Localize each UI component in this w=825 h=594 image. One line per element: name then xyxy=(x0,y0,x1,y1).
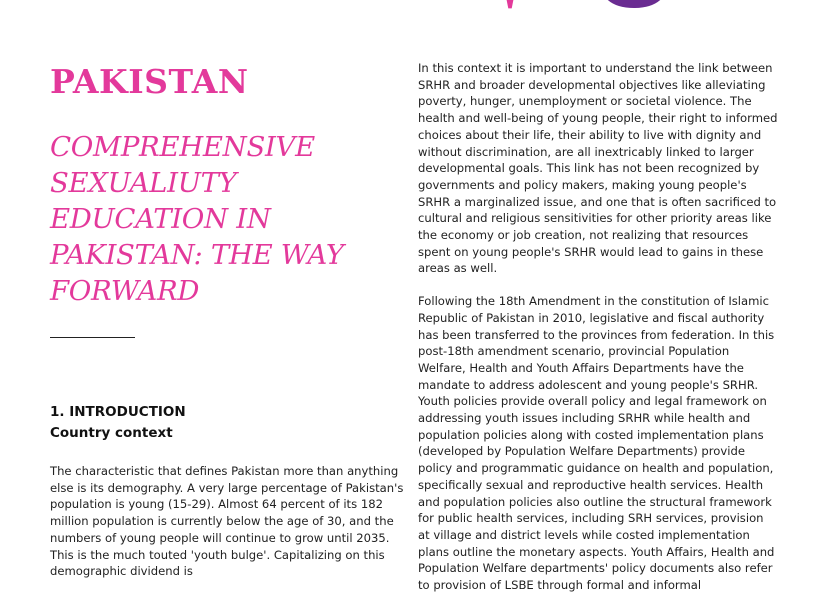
title-divider xyxy=(50,337,135,338)
amendment-paragraph: Following the 18th Amendment in the constitution of Islamic Republic of Pakistan in 2010, legislative and fiscal authority has been transferred to the provinces from federation. In this post-18th amendment scenario, provincial Population Welfare, Health and Youth Affairs Departments have the mandate to address adolescent and young people's SRHR. Youth policies provide overall policy and legal framework on addressing youth issues including SRHR while health and population policies along with costed implementation plans (developed by Population Welfare Departments) provide policy and programmatic guidance on health and population, specifically sexual and reproductive health services. Health and population policies also outline the structural framework for public health services, including SRH services, provision at village and district levels while costed implementation plans outline the monetary aspects. Youth Affairs, Health and Population Welfare departments' policy documents also refer to provision of LSBE through formal and informal xyxy=(418,294,775,593)
logo-purple-shape xyxy=(598,0,670,8)
organization-logo-icon xyxy=(498,0,698,10)
sub-heading: Country context xyxy=(50,425,173,441)
section-heading: 1. INTRODUCTION xyxy=(50,404,186,420)
intro-paragraph: The characteristic that defines Pakistan more than anything else is its demography. A very large percentage of Pakistan's population is young (15-29). Almost 64 percent of its 182 million population is currently below the age of 30, and the numbers of young people will continue to grow until 2035. This is the much touted 'youth bulge'. Capitalizing on this demographic dividend is xyxy=(50,464,404,579)
context-paragraph: In this context it is important to understand the link between SRHR and broader developmental objectives like alleviating poverty, hunger, unemployment or societal violence. The health and well-being of young people, their right to informed choices about their life, their ability to live with dignity and without discrimination, are all inextricably linked to larger developmental goals. This link has not been recognized by governments and policy makers, making young people's SRHR a marginalized issue, and one that is often sacrificed to cultural and religious sensitivities for other priority areas like the economy or job creation, not realizing that resources spent on young people's SRHR would lead to gains in these areas as well. xyxy=(418,61,778,276)
document-subtitle: COMPREHENSIVE SEXUALIUTY EDUCATION IN PAKISTAN: THE WAY FORWARD xyxy=(50,131,344,307)
logo-pink-stroke xyxy=(504,0,516,8)
right-column xyxy=(418,60,778,594)
left-column xyxy=(50,62,410,580)
country-title: PAKISTAN xyxy=(50,62,249,101)
